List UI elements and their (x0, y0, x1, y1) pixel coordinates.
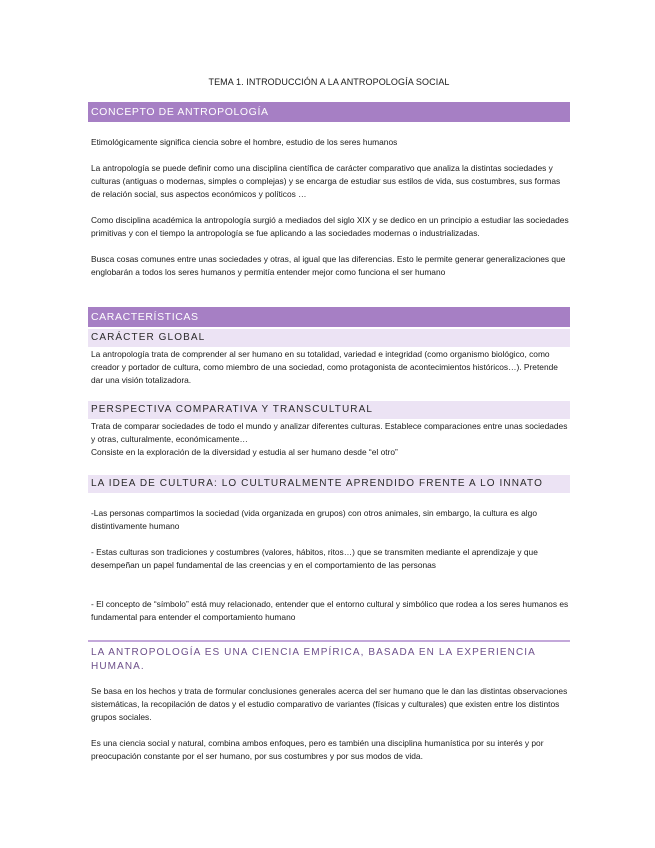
paragraph-comparativa-1: Trata de comparar sociedades de todo el mundo y analizar diferentes culturas. Establece comparaciones entre unas sociedades y otras, culturalmente, económicamente… (91, 421, 568, 444)
paragraph-caracter-global: La antropología trata de comprender al ser humano en su totalidad, variedad e integridad (como organismo biológico, como creador y portador de cultura, como miembro de una sociedad, como protagonista de acontecimientos históricos…). Pretende dar una visión totalizadora. (91, 349, 558, 385)
section-heading-concepto: CONCEPTO DE ANTROPOLOGÍA (88, 102, 570, 122)
paragraph-empirica-2: Es una ciencia social y natural, combina ambos enfoques, pero es también una disciplina humanística por su interés y por preocupación constante por el ser humano, por sus costumbres y por sus modos de vida. (91, 738, 544, 761)
paragraph-disciplina: Como disciplina académica la antropología surgió a mediados del siglo XIX y se dedico en un principio a estudiar las sociedades primitivas y con el tiempo la antropología se fue aplicando a las sociedades modernas o industrializadas. (91, 215, 569, 238)
paragraph-busca: Busca cosas comunes entre unas sociedades y otras, al igual que las diferencias. Esto le permite generar generalizaciones que englobarán a todos los seres humanos y permitía entender mejor como funciona el ser humano (91, 254, 566, 277)
paragraph-cultura-3: - El concepto de “símbolo” está muy relacionado, entender que el entorno cultural y simbólico que rodea a los seres humanos es fundamental para entender el comportamiento humano (91, 599, 569, 622)
paragraph-etimologia: Etimológicamente significa ciencia sobre el hombre, estudio de los seres humanos (91, 137, 398, 147)
subheading-idea-cultura: LA IDEA DE CULTURA: LO CULTURALMENTE APRENDIDO FRENTE A LO INNATO (88, 475, 570, 493)
document-title: TEMA 1. INTRODUCCIÓN A LA ANTROPOLOGÍA SOCIAL (208, 77, 450, 87)
paragraph-cultura-2: - Estas culturas son tradiciones y costumbres (valores, hábitos, ritos…) que se transmiten mediante el aprendizaje y que desempeñan un papel fundamental de las creencias y en el comportamiento de las personas (91, 547, 538, 570)
section-heading-caracteristicas: CARACTERÍSTICAS (88, 307, 570, 327)
subheading-perspectiva-comparativa: PERSPECTIVA COMPARATIVA Y TRANSCULTURAL (88, 401, 570, 419)
subheading-caracter-global: CARÁCTER GLOBAL (88, 329, 570, 347)
paragraph-definicion: La antropología se puede definir como una disciplina científica de carácter comparativo que analiza la distintas sociedades y culturas (antiguas o modernas, simples o complejas) y se encarga de estudiar sus estilos de vida, sus costumbres, sus formas de relación social, sus aspectos económicos y políticos … (91, 163, 561, 199)
subheading-ciencia-empirica: LA ANTROPOLOGÍA ES UNA CIENCIA EMPÍRICA, BASADA EN LA EXPERIENCIA HUMANA. (88, 640, 570, 674)
paragraph-cultura-1: -Las personas compartimos la sociedad (vida organizada en grupos) con otros animales, sin embargo, la cultura es algo distintivamente humano (91, 508, 537, 531)
paragraph-empirica-1: Se basa en los hechos y trata de formular conclusiones generales acerca del ser humano que le dan las distintas observaciones sistemáticas, la recopilación de datos y el estudio comparativo de variantes (físicas y culturales) que existen entre los distintos grupos sociales. (91, 686, 568, 722)
paragraph-comparativa-2: Consiste en la exploración de la diversidad y estudia al ser humano desde “el otro” (91, 447, 398, 457)
